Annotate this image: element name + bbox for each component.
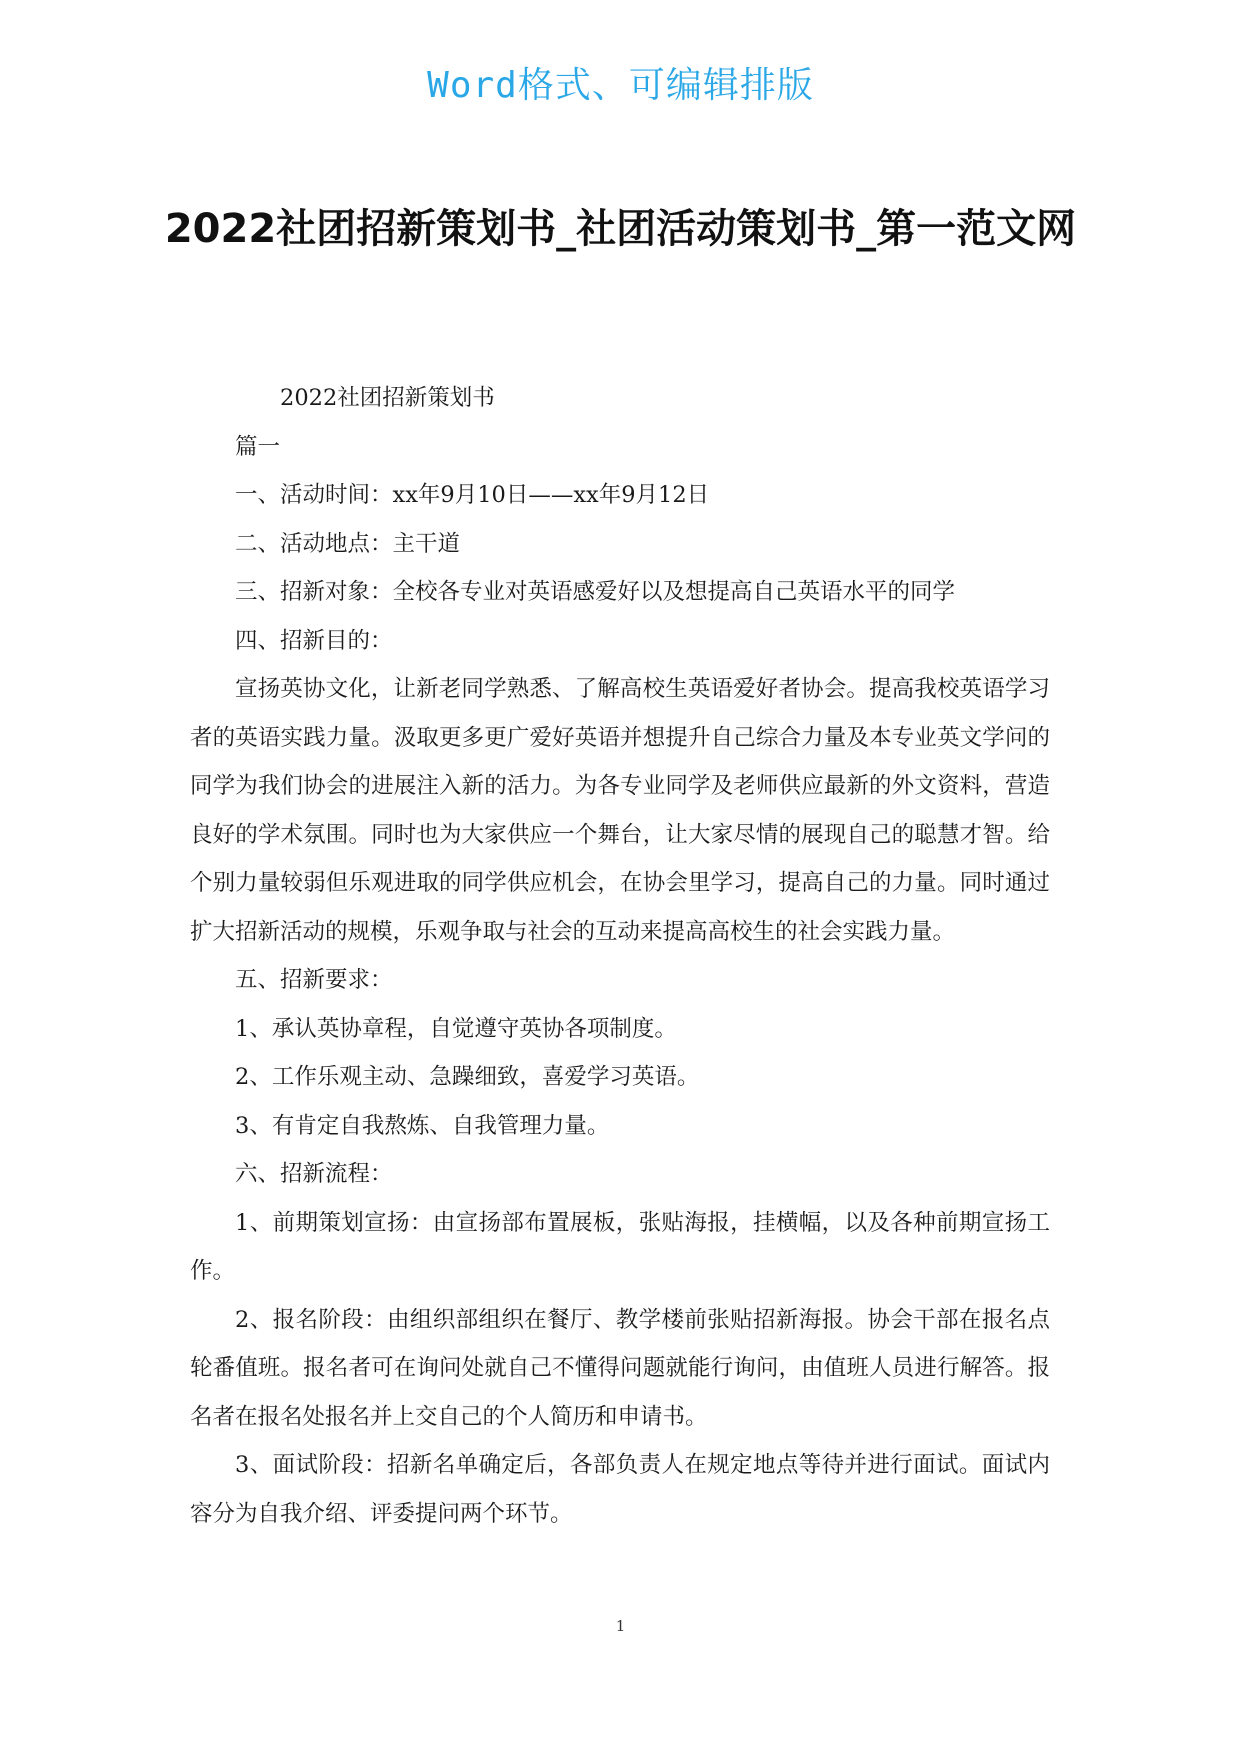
requirement-item: 3、有肯定自我熬炼、自我管理力量。 bbox=[235, 1112, 610, 1139]
document-body bbox=[190, 374, 1050, 1538]
process-item: 3、面试阶段：招新名单确定后，各部负责人在规定地点等待并进行面试。面试内容分为自我介绍、评委提问两个环节。 bbox=[190, 1452, 1050, 1527]
paragraph-activity-location: 二、活动地点：主干道 bbox=[235, 530, 461, 557]
requirement-item: 2、工作乐观主动、急躁细致，喜爱学习英语。 bbox=[235, 1064, 700, 1090]
header-banner: Word格式、可编辑排版 bbox=[427, 65, 814, 106]
heading-recruit-purpose: 四、招新目的： bbox=[235, 627, 393, 654]
process-item: 2、报名阶段：由组织部组织在餐厅、教学楼前张贴招新海报。协会干部在报名点轮番值班。报名者可在询问处就自己不懂得问题就能行询问，由值班人员进行解答。报名者在报名处报名并上交自己的个人简历和申请书。 bbox=[190, 1306, 1050, 1430]
paragraph-activity-time: 一、活动时间：xx年9月10日——xx年9月12日 bbox=[235, 482, 710, 508]
heading-recruit-process: 六、招新流程： bbox=[235, 1161, 393, 1187]
process-item: 1、前期策划宣扬：由宣扬部布置展板，张贴海报，挂横幅，以及各种前期宣扬工作。 bbox=[190, 1209, 1050, 1284]
section-subtitle: 2022社团招新策划书 bbox=[280, 385, 495, 411]
document-title: 2022社团招新策划书_社团活动策划书_第一范文网 bbox=[164, 206, 1077, 252]
heading-recruit-requirements: 五、招新要求： bbox=[235, 967, 393, 993]
chapter-label: 篇一 bbox=[235, 433, 281, 460]
paragraph-recruit-target: 三、招新对象：全校各专业对英语感爱好以及想提高自己英语水平的同学 bbox=[235, 579, 956, 605]
page-number: 1 bbox=[615, 1617, 626, 1635]
paragraph-recruit-purpose: 宣扬英协文化，让新老同学熟悉、了解高校生英语爱好者协会。提高我校英语学习者的英语实践力量。汲取更多更广爱好英语并想提升自己综合力量及本专业英文学问的同学为我们协会的进展注入新的活力。为各专业同学及老师供应最新的外文资料，营造良好的学术氛围。同时也为大家供应一个舞台，让大家尽情的展现自己的聪慧才智。给个别力量较弱但乐观进取的同学供应机会，在协会里学习，提高自己的力量。同时通过扩大招新活动的规模，乐观争取与社会的互动来提高高校生的社会实践力量。 bbox=[190, 676, 1050, 945]
requirement-item: 1、承认英协章程，自觉遵守英协各项制度。 bbox=[235, 1015, 677, 1042]
